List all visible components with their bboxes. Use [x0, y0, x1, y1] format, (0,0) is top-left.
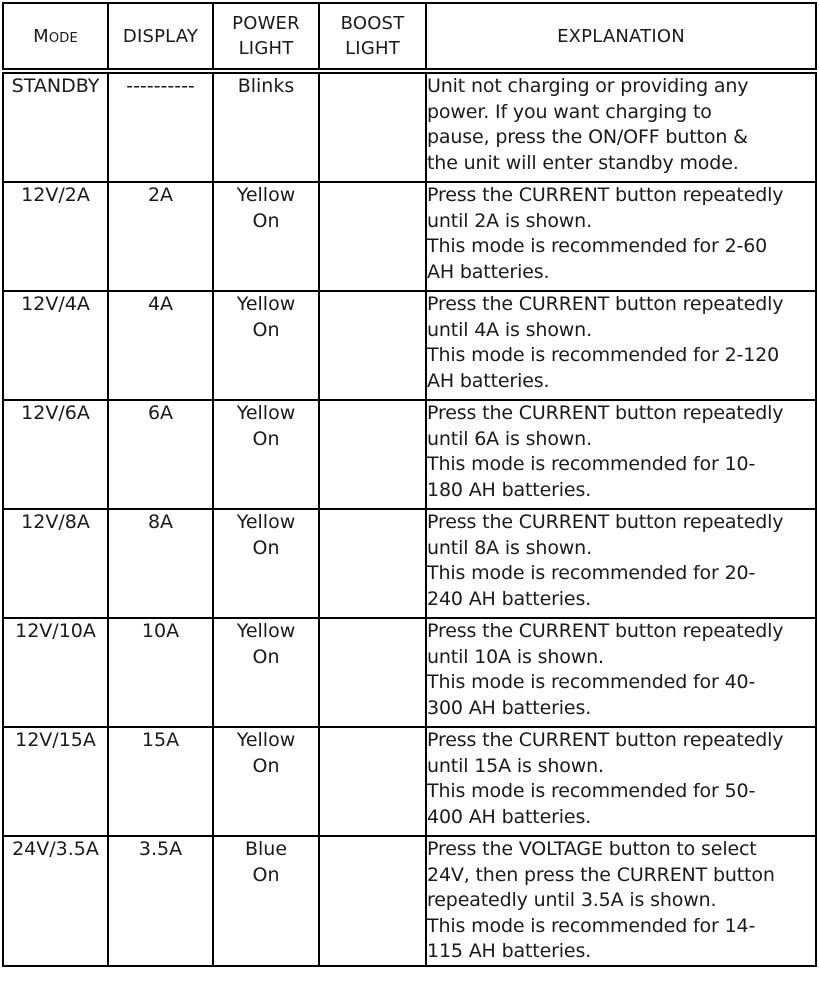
cell-explanation — [426, 727, 816, 836]
explanation-line: repeatedly until 3.5A is shown. — [427, 889, 717, 911]
cell-boost-light — [319, 836, 426, 966]
explanation-line: Press the CURRENT button repeatedly — [427, 511, 784, 533]
cell-display — [108, 71, 213, 182]
cell-power-light — [213, 291, 319, 400]
cell-power-light — [213, 182, 319, 291]
display-value: 15A — [141, 729, 180, 751]
mode-value: 12V/15A — [15, 729, 96, 751]
header-explanation — [426, 3, 816, 71]
explanation-line: 400 AH batteries. — [427, 805, 592, 828]
cell-explanation — [426, 400, 816, 509]
cell-mode — [3, 291, 108, 400]
cell-mode — [3, 71, 108, 182]
table-row — [3, 400, 816, 509]
explanation-line: This mode is recommended for 50- — [427, 780, 756, 802]
explanation-line: until 8A is shown. — [427, 536, 592, 559]
cell-power-light — [213, 509, 319, 618]
cell-explanation — [426, 618, 816, 727]
explanation-line: This mode is recommended for 14- — [427, 914, 756, 937]
cell-display — [108, 836, 213, 966]
power-light-state: On — [252, 318, 280, 341]
display-value: ---------- — [126, 75, 195, 97]
power-light-color: Yellow — [236, 402, 296, 424]
explanation-line: 300 AH batteries. — [427, 696, 592, 719]
power-light-state: On — [252, 754, 280, 777]
mode-value: 12V/8A — [21, 511, 90, 533]
charging-modes-table — [2, 2, 817, 967]
header-display-label: DISPLAY — [122, 25, 199, 47]
explanation-line: Press the CURRENT button repeatedly — [427, 293, 784, 315]
cell-explanation — [426, 291, 816, 400]
display-value: 2A — [147, 184, 174, 206]
header-explanation-label: EXPLANATION — [557, 25, 685, 47]
explanation-line: the unit will enter standby mode. — [427, 151, 739, 174]
header-power-light-line2: LIGHT — [238, 38, 294, 59]
explanation-line: until 15A is shown. — [427, 754, 604, 777]
explanation-line: until 6A is shown. — [427, 427, 592, 450]
header-mode — [3, 3, 108, 71]
cell-boost-light — [319, 71, 426, 182]
cell-power-light — [213, 727, 319, 836]
explanation-line: 240 AH batteries. — [427, 587, 592, 610]
power-light-state: On — [252, 863, 280, 886]
explanation-line: until 4A is shown. — [427, 318, 592, 341]
cell-mode — [3, 182, 108, 291]
explanation-line: 180 AH batteries. — [427, 478, 592, 501]
power-light-state: On — [252, 645, 280, 668]
explanation-line: This mode is recommended for 2-120 — [427, 344, 780, 366]
explanation-line: Press the CURRENT button repeatedly — [427, 184, 784, 206]
cell-mode — [3, 727, 108, 836]
display-value: 8A — [147, 511, 174, 533]
header-boost-light-line1: BOOST — [340, 13, 405, 34]
table-row — [3, 618, 816, 727]
header-row — [3, 3, 816, 71]
cell-display — [108, 291, 213, 400]
header-power-light-line1: POWER — [232, 13, 300, 34]
power-light-color: Yellow — [236, 511, 296, 533]
explanation-line: Press the CURRENT button repeatedly — [427, 402, 784, 424]
cell-boost-light — [319, 618, 426, 727]
cell-mode — [3, 509, 108, 618]
power-light-color: Yellow — [236, 184, 296, 206]
explanation-line: 115 AH batteries. — [427, 940, 592, 962]
explanation-line: This mode is recommended for 20- — [427, 562, 756, 584]
explanation-line: Press the CURRENT button repeatedly — [427, 729, 784, 751]
header-mode-label: Mode — [33, 25, 78, 47]
explanation-line: Press the CURRENT button repeatedly — [427, 620, 784, 642]
cell-boost-light — [319, 400, 426, 509]
mode-value: 24V/3.5A — [12, 838, 99, 860]
explanation-line: AH batteries. — [427, 260, 550, 283]
table-row — [3, 182, 816, 291]
cell-power-light — [213, 71, 319, 182]
header-power-light — [213, 3, 319, 71]
explanation-line: power. If you want charging to — [427, 100, 712, 123]
explanation-line: pause, press the ON/OFF button & — [427, 126, 748, 148]
cell-power-light — [213, 400, 319, 509]
explanation-line: Press the VOLTAGE button to select — [427, 838, 757, 860]
power-light-state: On — [252, 209, 280, 232]
cell-display — [108, 509, 213, 618]
explanation-line: This mode is recommended for 10- — [427, 453, 756, 475]
cell-boost-light — [319, 727, 426, 836]
cell-boost-light — [319, 291, 426, 400]
power-light-color: Blinks — [237, 75, 295, 97]
header-display — [108, 3, 213, 71]
header-boost-light-line2: LIGHT — [345, 38, 400, 59]
explanation-line: until 2A is shown. — [427, 209, 592, 232]
cell-power-light — [213, 618, 319, 727]
cell-mode — [3, 836, 108, 966]
power-light-color: Blue — [244, 838, 288, 860]
cell-mode — [3, 618, 108, 727]
explanation-line: 24V, then press the CURRENT button — [427, 863, 775, 886]
explanation-line: This mode is recommended for 2-60 — [427, 235, 768, 257]
mode-value: 12V/2A — [21, 184, 90, 206]
display-value: 4A — [147, 293, 174, 315]
table-row — [3, 71, 816, 182]
power-light-color: Yellow — [236, 729, 296, 751]
header-boost-light — [319, 3, 426, 71]
cell-display — [108, 400, 213, 509]
explanation-line: Unit not charging or providing any — [427, 75, 749, 97]
cell-explanation — [426, 71, 816, 182]
table-row — [3, 836, 816, 966]
table-row — [3, 727, 816, 836]
cell-boost-light — [319, 182, 426, 291]
display-value: 6A — [147, 402, 174, 424]
power-light-color: Yellow — [236, 620, 296, 642]
display-value: 3.5A — [138, 838, 183, 860]
cell-display — [108, 727, 213, 836]
cell-power-light — [213, 836, 319, 966]
cell-display — [108, 618, 213, 727]
power-light-state: On — [252, 427, 280, 450]
table-row — [3, 291, 816, 400]
cell-mode — [3, 400, 108, 509]
cell-display — [108, 182, 213, 291]
mode-value: 12V/4A — [21, 293, 90, 315]
explanation-line: until 10A is shown. — [427, 645, 604, 668]
cell-explanation — [426, 182, 816, 291]
power-light-state: On — [252, 536, 280, 559]
cell-explanation — [426, 509, 816, 618]
display-value: 10A — [141, 620, 180, 642]
explanation-line: AH batteries. — [427, 369, 550, 392]
cell-boost-light — [319, 509, 426, 618]
cell-explanation — [426, 836, 816, 966]
mode-value: 12V/6A — [21, 402, 90, 424]
mode-value: 12V/10A — [15, 620, 96, 642]
explanation-line: This mode is recommended for 40- — [427, 671, 756, 693]
power-light-color: Yellow — [236, 293, 296, 315]
table-row — [3, 509, 816, 618]
mode-value: STANDBY — [11, 75, 100, 97]
